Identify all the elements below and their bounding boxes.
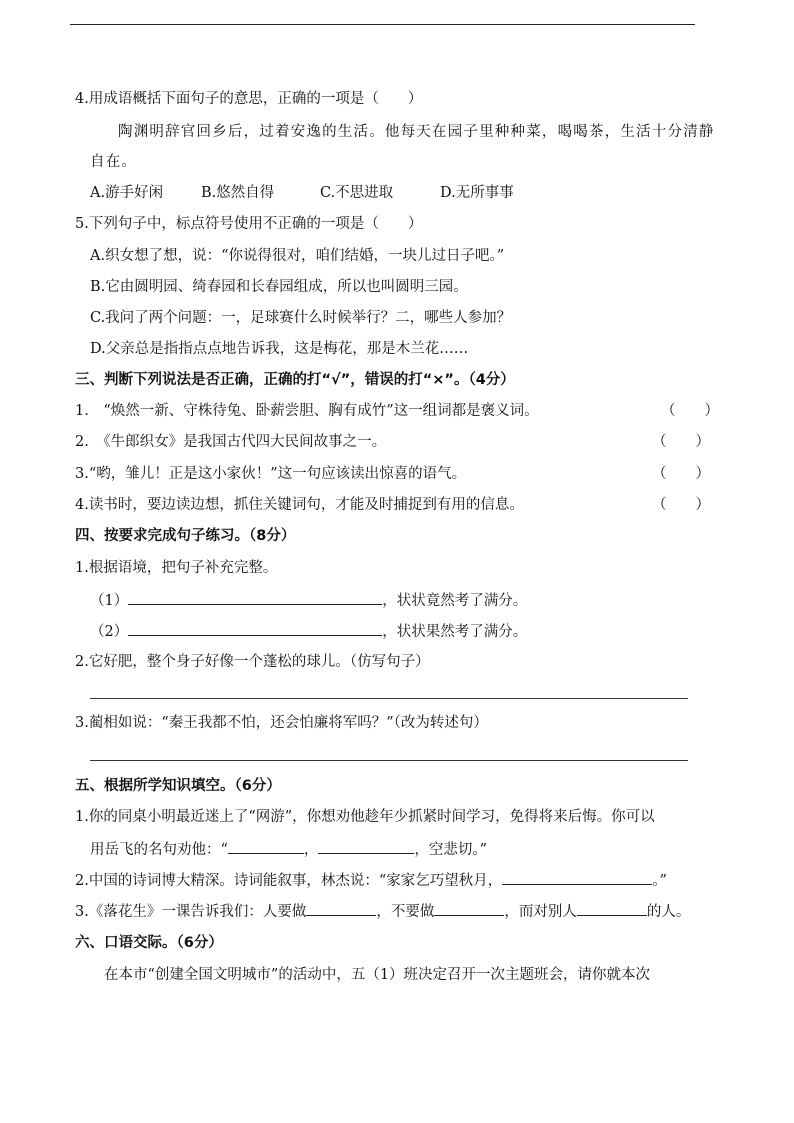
q4-option-b: B.悠然自得 bbox=[201, 185, 275, 201]
answer-paren: （ ） bbox=[661, 403, 719, 419]
item-number: （1） bbox=[90, 593, 129, 609]
text-segment: 。” bbox=[652, 873, 667, 889]
text-segment: ，空悲切。” bbox=[414, 842, 488, 858]
section4-title: 四、按要求完成句子练习。（8分） bbox=[75, 528, 296, 544]
sec3-item-1: 1. “焕然一新、守株待兔、卧薪尝胆、胸有成竹”这一组词都是褒义词。 bbox=[75, 403, 539, 419]
text-segment: 2.中国的诗词博大精深。诗词能叙事，林杰说：“家家乞巧望秋月， bbox=[75, 873, 503, 889]
item-number: （2） bbox=[90, 624, 129, 640]
sec3-item-4: 4.读书时，要边读边想，抓住关键词句，才能及时捕捉到有用的信息。 bbox=[75, 497, 524, 513]
answer-paren: （ ） bbox=[652, 434, 710, 450]
q4-option-c: C.不思进取 bbox=[320, 185, 394, 201]
sec4-q1-stem: 1.根据语境，把句子补充完整。 bbox=[75, 560, 278, 576]
q4-option-d: D.无所事事 bbox=[440, 185, 514, 201]
sentence-tail: ，状状果然考了满分。 bbox=[382, 624, 528, 640]
q4-stem: 4.用成语概括下面句子的意思，正确的一项是（ ） bbox=[75, 91, 423, 107]
sec4-q3-stem: 3.蔺相如说：“秦王我都不怕，还会怕廉将军吗？”（改为转述句） bbox=[75, 715, 488, 731]
text-segment: 的人。 bbox=[646, 904, 691, 920]
q5-option-c: C.我问了两个问题：一，足球赛什么时候举行？二，哪些人参加？ bbox=[90, 310, 512, 326]
sec6-line1: 在本市“创建全国文明城市”的活动中，五（1）班决定召开一次主题班会，请你就本次 bbox=[104, 967, 651, 983]
fill-blank[interactable] bbox=[318, 839, 414, 854]
fill-blank[interactable] bbox=[434, 901, 504, 916]
text-segment: ， bbox=[303, 842, 319, 858]
q5-option-a: A.织女想了想，说：“你说得很对，咱们结婚，一块儿过日子吧。” bbox=[90, 248, 505, 264]
q5-option-b: B.它由圆明园、绮春园和长春园组成，所以也叫圆明三园。 bbox=[90, 279, 468, 295]
q4-passage-line2: 自在。 bbox=[90, 154, 138, 170]
q5-option-d: D.父亲总是指指点点地告诉我，这是梅花，那是木兰花…… bbox=[90, 341, 469, 357]
answer-line[interactable] bbox=[90, 760, 688, 761]
sec4-q1-b bbox=[90, 621, 527, 642]
sec3-item-3: 3.“哟，雏儿！正是这小家伙！”这一句应该读出惊喜的语气。 bbox=[75, 466, 467, 482]
section5-title: 五、根据所学知识填空。（6分） bbox=[75, 778, 281, 794]
sentence-tail: ，状状竟然考了满分。 bbox=[382, 593, 528, 609]
answer-paren: （ ） bbox=[652, 497, 710, 513]
fill-blank[interactable] bbox=[128, 590, 382, 605]
fill-blank[interactable] bbox=[128, 621, 382, 636]
fill-blank[interactable] bbox=[306, 901, 376, 916]
text-segment: 3.《落花生》一课告诉我们：人要做 bbox=[75, 904, 307, 920]
sec4-q1-a bbox=[90, 590, 527, 611]
q5-stem: 5.下列句子中，标点符号使用不正确的一项是（ ） bbox=[75, 216, 423, 232]
fill-blank[interactable] bbox=[228, 839, 304, 854]
q4-option-a: A.游手好闲 bbox=[90, 185, 164, 201]
answer-paren: （ ） bbox=[652, 466, 710, 482]
sec5-q3 bbox=[75, 901, 690, 922]
sec4-q2-stem: 2.它好肥，整个身子好像一个蓬松的球儿。（仿写句子） bbox=[75, 654, 430, 670]
answer-line[interactable] bbox=[90, 698, 688, 699]
sec5-q1-line1: 1.你的同桌小明最近迷上了“网游”，你想劝他趁年少抓紧时间学习，免得将来后悔。你可以 bbox=[75, 809, 655, 825]
header-rule bbox=[70, 24, 695, 25]
text-segment: 用岳飞的名句劝他：“ bbox=[90, 842, 228, 858]
section3-title: 三、判断下列说法是否正确，正确的打“√”，错误的打“×”。（4分） bbox=[75, 372, 515, 388]
sec5-q2 bbox=[75, 870, 667, 891]
section6-title: 六、口语交际。（6分） bbox=[75, 935, 223, 951]
fill-blank[interactable] bbox=[502, 870, 652, 885]
q4-passage-line1: 陶渊明辞官回乡后，过着安逸的生活。他每天在园子里种种菜，喝喝茶，生活十分清静 bbox=[118, 124, 715, 140]
sec5-q1-line2 bbox=[90, 839, 487, 860]
text-segment: ，不要做 bbox=[376, 904, 435, 920]
fill-blank[interactable] bbox=[577, 901, 647, 916]
text-segment: ，而对别人 bbox=[504, 904, 577, 920]
sec3-item-2: 2. 《牛郎织女》是我国古代四大民间故事之一。 bbox=[75, 434, 387, 450]
